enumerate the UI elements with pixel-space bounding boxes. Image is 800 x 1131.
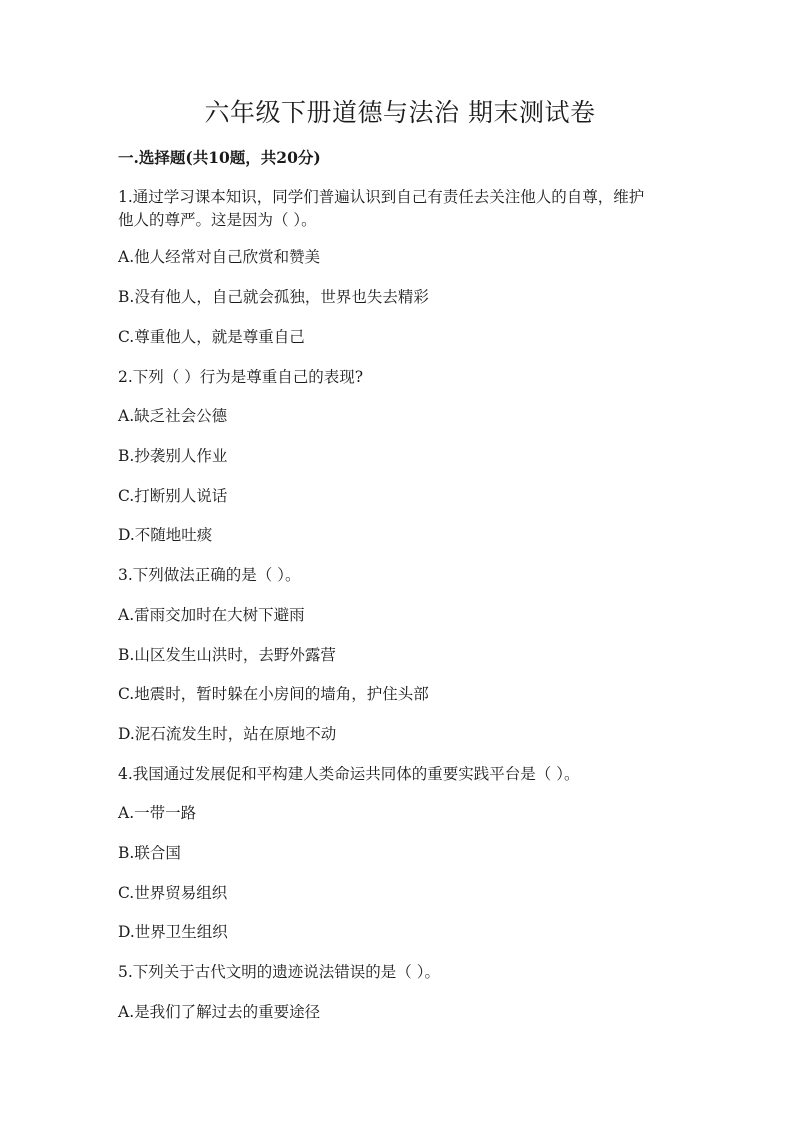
question-1-option-c: C.尊重他人，就是尊重自己 — [118, 328, 305, 346]
question-4-option-d: D.世界卫生组织 — [118, 923, 228, 941]
question-1-option-a: A.他人经常对自己欣赏和赞美 — [118, 248, 321, 266]
question-3-option-c: C.地震时，暂时躲在小房间的墙角，护住头部 — [118, 685, 429, 703]
question-3-option-d: D.泥石流发生时，站在原地不动 — [118, 725, 337, 743]
question-1-option-b: B.没有他人，自己就会孤独，世界也失去精彩 — [118, 288, 429, 306]
question-2-stem: 2.下列（ ）行为是尊重自己的表现? — [118, 368, 364, 386]
question-4-option-a: A.一带一路 — [118, 804, 197, 822]
question-1-stem-line-2: 他人的尊严。这是因为（ ）。 — [118, 211, 317, 229]
question-2-option-a: A.缺乏社会公德 — [118, 407, 228, 425]
question-4-stem: 4.我国通过发展促和平构建人类命运共同体的重要实践平台是（ ）。 — [118, 765, 580, 783]
question-2-option-b: B.抄袭别人作业 — [118, 447, 228, 465]
question-5-stem: 5.下列关于古代文明的遗迹说法错误的是（ ）。 — [118, 963, 440, 981]
question-2-option-c: C.打断别人说话 — [118, 487, 228, 505]
question-3-option-b: B.山区发生山洪时，去野外露营 — [118, 646, 336, 664]
question-3-stem: 3.下列做法正确的是（ ）。 — [118, 566, 301, 584]
question-3-option-a: A.雷雨交加时在大树下避雨 — [118, 606, 305, 624]
page-title: 六年级下册道德与法治 期末测试卷 — [204, 98, 596, 127]
question-2-option-d: D.不随地吐痰 — [118, 526, 213, 544]
question-4-option-c: C.世界贸易组织 — [118, 884, 228, 902]
question-1-stem-line-1: 1.通过学习课本知识，同学们普遍认识到自己有责任去关注他人的自尊，维护 — [118, 188, 645, 206]
section-heading: 一.选择题(共10题，共20分) — [118, 148, 321, 167]
question-5-option-a: A.是我们了解过去的重要途径 — [118, 1003, 321, 1021]
question-4-option-b: B.联合国 — [118, 844, 181, 862]
